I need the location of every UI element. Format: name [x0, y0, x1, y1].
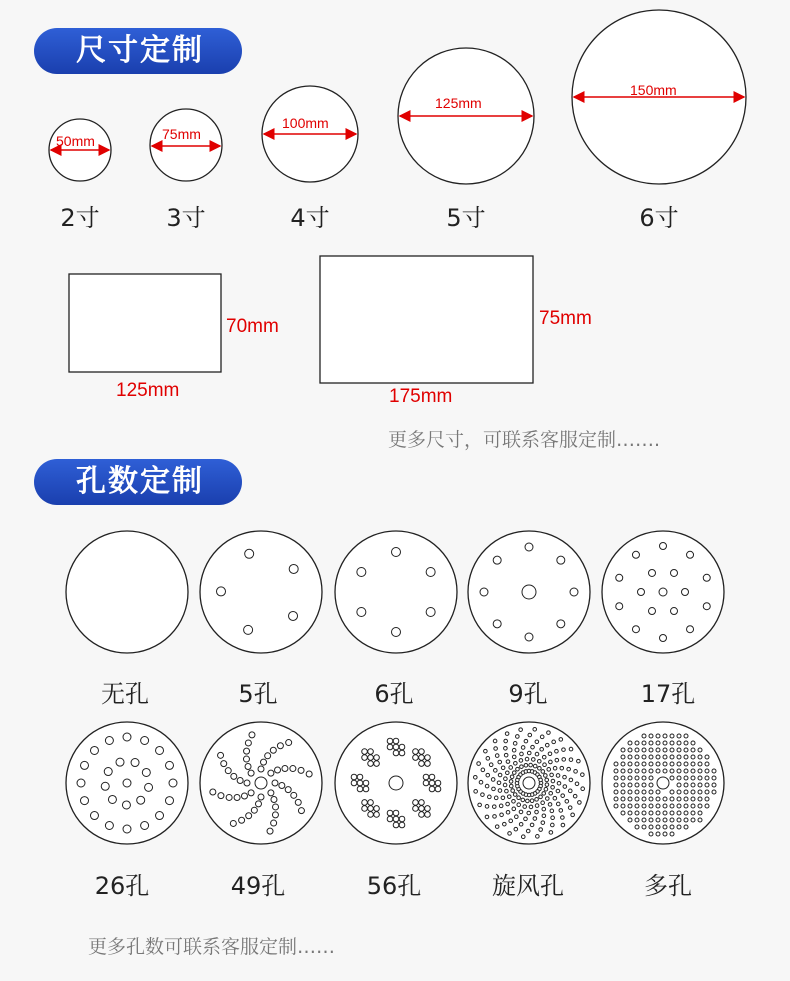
dim-label-3: 75mm [162, 126, 201, 142]
hole-label-26: 26孔 [94, 872, 150, 900]
size-label-5: 5寸 [446, 204, 486, 232]
hole-label-0: 无孔 [101, 680, 149, 708]
size-label-3: 3寸 [166, 204, 206, 232]
disc-49-holes [200, 722, 322, 844]
rect2-height-label: 75mm [539, 308, 592, 329]
disc-5-holes [200, 531, 322, 653]
hole-label-6: 6孔 [374, 680, 414, 708]
size-more-note: 更多尺寸，可联系客服定制……. [388, 429, 661, 451]
rect1-height-label: 70mm [226, 316, 279, 337]
hole-label-56: 56孔 [366, 872, 422, 900]
rect2-width-label: 175mm [389, 386, 453, 407]
hole-label-multi: 多孔 [644, 872, 692, 900]
dim-label-2: 50mm [56, 133, 95, 149]
hole-label-49: 49孔 [230, 872, 286, 900]
size-rect-125x70 [69, 274, 221, 372]
dim-label-4: 100mm [282, 115, 329, 131]
section-title-size: 尺寸定制 [34, 28, 242, 74]
disc-9-holes [468, 531, 590, 653]
holes-more-note: 更多孔数可联系客服定制…… [88, 936, 336, 958]
disc-cyclone-holes [468, 722, 590, 844]
size-rect-175x75 [320, 256, 533, 383]
dim-label-5: 125mm [435, 95, 482, 111]
disc-multi-holes [602, 722, 724, 844]
size-circle-4 [262, 86, 358, 182]
disc-6-holes [335, 531, 457, 653]
hole-label-9: 9孔 [508, 680, 548, 708]
disc-17-holes [602, 531, 724, 653]
dim-label-6: 150mm [630, 82, 677, 98]
hole-label-17: 17孔 [640, 680, 696, 708]
section-title-holes: 孔数定制 [34, 459, 242, 505]
hole-label-cyclone: 旋风孔 [492, 872, 564, 900]
disc-no-holes [66, 531, 188, 653]
size-label-4: 4寸 [290, 204, 330, 232]
size-circle-2 [49, 119, 111, 181]
disc-26-holes [66, 722, 188, 844]
hole-label-5: 5孔 [238, 680, 278, 708]
size-label-2: 2寸 [60, 204, 100, 232]
rect1-width-label: 125mm [116, 380, 180, 401]
disc-56-holes [335, 722, 457, 844]
size-label-6: 6寸 [639, 204, 679, 232]
size-circle-3 [150, 109, 222, 181]
size-circle-5 [398, 48, 534, 184]
